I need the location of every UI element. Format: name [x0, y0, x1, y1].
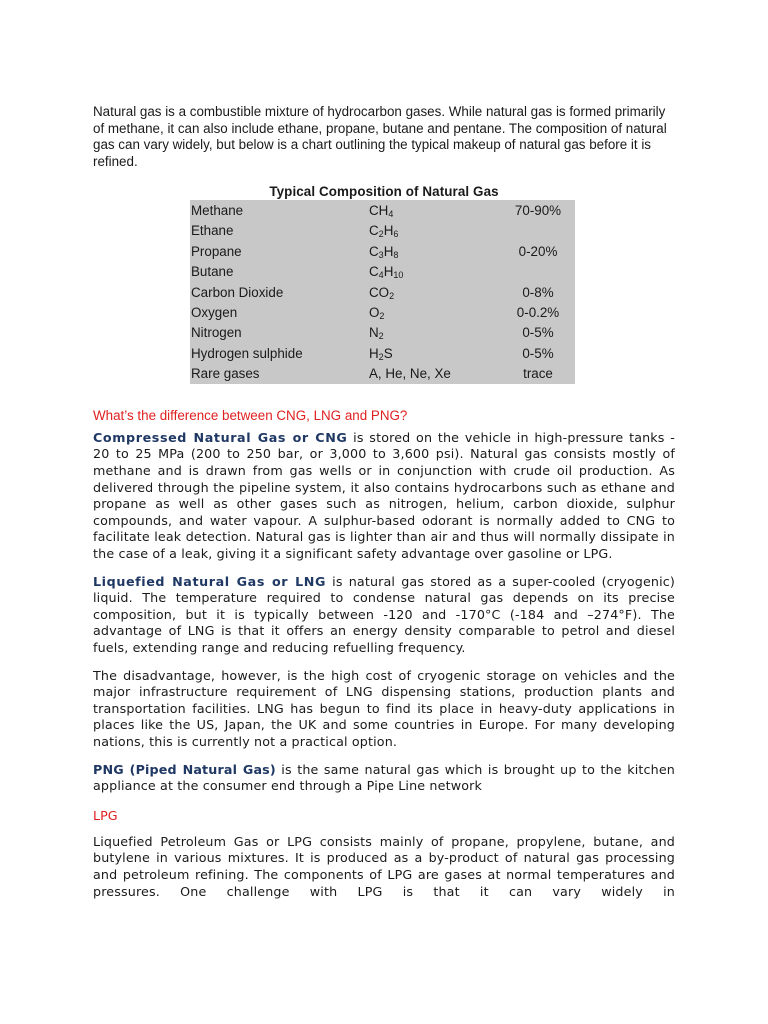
formula-symbol: H [383, 243, 394, 259]
formula-subscript: 2 [378, 351, 384, 362]
formula-subscript: 10 [393, 270, 404, 281]
png-paragraph [93, 762, 675, 795]
gas-name: Hydrogen sulphide [191, 345, 303, 361]
gas-percentage: 0-5% [522, 345, 554, 361]
formula-subscript: 4 [388, 209, 394, 220]
formula-symbol: C [369, 243, 379, 259]
gas-percentage [501, 262, 575, 282]
gas-name: Butane [191, 264, 234, 280]
gas-percentage [501, 221, 575, 241]
lpg-paragraph: Liquefied Petroleum Gas or LPG consists mainly of propane, propylene, butane, and butylene in various mixtures. It is produced as a by-product of natural gas processing and petroleum refining. The components of LPG are gases at normal temperatures and pressures. One challenge with LPG is that it can vary widely in [93, 833, 675, 899]
gas-name: Oxygen [191, 305, 238, 321]
table-row [190, 221, 575, 241]
png-term: PNG (Piped Natural Gas) [93, 761, 276, 777]
cng-paragraph [93, 430, 675, 563]
gas-name: Methane [191, 203, 244, 219]
gas-formula [369, 323, 501, 343]
formula-symbol: O [369, 305, 380, 321]
formula-symbol: C [369, 264, 379, 280]
document-page [93, 104, 675, 911]
formula-subscript: 2 [378, 331, 384, 342]
gas-percentage: 0-5% [522, 325, 554, 341]
gas-formula [369, 241, 501, 261]
cng-term: Compressed Natural Gas or CNG [93, 429, 348, 445]
formula-subscript: 8 [393, 249, 399, 260]
lng-text: is natural gas stored as a super-cooled (cryogenic) liquid. The temperature required to condense natural gas depends on its precise composition, but it is typically between -120 and -170°C (-184 and –274°F). The advantage of LNG is that it offers an energy density comparable to petrol and diesel fuels, extending range and reducing refuelling frequency. [93, 573, 675, 656]
gas-name: Carbon Dioxide [191, 284, 284, 300]
table-row [190, 302, 575, 322]
formula-subscript: 2 [389, 290, 395, 301]
gas-percentage: 70-90% [514, 203, 562, 219]
lng-disadvantage-paragraph: The disadvantage, however, is the high cost of cryogenic storage on vehicles and the major infrastructure requirement of LNG dispensing stations, production plants and transportation facilities. LNG has begun to find its place in heavy-duty applications in places like the US, Japan, the UK and some countries in Europe. For many developing nations, this is currently not a practical option. [93, 667, 675, 749]
gas-formula [369, 262, 501, 282]
formula-symbol: H [383, 223, 394, 239]
gas-formula [369, 282, 501, 302]
formula-symbol: CH [369, 203, 389, 219]
lng-term: Liquefied Natural Gas or LNG [93, 573, 327, 589]
intro-paragraph: Natural gas is a combustible mixture of hydrocarbon gases. While natural gas is formed primarily of methane, it can also include ethane, propane, butane and pentane. The composition of natural gas can vary widely, but below is a chart outlining the typical makeup of natural gas before it is refined. [93, 104, 667, 169]
formula-symbol: N [369, 325, 379, 341]
gas-formula [369, 200, 501, 220]
gas-formula [369, 302, 501, 322]
lpg-heading: LPG [93, 807, 118, 823]
table-row [190, 241, 575, 261]
formula-symbol: CO [369, 284, 390, 300]
lng-paragraph [93, 574, 675, 657]
composition-table [190, 200, 575, 384]
question-heading: What’s the difference between CNG, LNG and PNG? [93, 407, 408, 423]
gas-name: Ethane [191, 223, 234, 239]
formula-subscript: 2 [379, 311, 385, 322]
gas-formula [369, 221, 501, 241]
gas-percentage: trace [523, 366, 553, 382]
gas-name: Propane [191, 243, 242, 259]
gas-percentage: 0-20% [518, 243, 558, 259]
formula-symbol: S [383, 345, 393, 361]
table-title: Typical Composition of Natural Gas [269, 184, 499, 200]
formula-subscript: 3 [378, 249, 384, 260]
gas-formula [369, 343, 501, 363]
cng-text: is stored on the vehicle in high-pressure tanks - 20 to 25 MPa (200 to 250 bar, or 3,000 to 3,600 psi). Natural gas consists mostly of methane and is drawn from gas wells or in conjunction with crude oil production. As delivered through the pipeline system, it also contains hydrocarbons such as ethane and propane as well as other gases such as nitrogen, helium, carbon dioxide, sulphur compounds, and water vapour. A sulphur-based odorant is normally added to CNG to facilitate leak detection. Natural gas is lighter than air and thus will normally dissipate in the case of a leak, giving it a significant safety advantage over gasoline or LPG. [93, 429, 676, 562]
gas-percentage: 0-8% [522, 284, 554, 300]
table-row [190, 282, 575, 302]
gas-formula [369, 364, 501, 384]
formula-symbol: H [369, 345, 379, 361]
gas-name: Nitrogen [191, 325, 242, 341]
png-text: is the same natural gas which is brought up to the kitchen appliance at the consumer end through a Pipe Line network [93, 761, 675, 794]
formula-symbol: H [383, 264, 394, 280]
table-row [190, 323, 575, 343]
gas-percentage: 0-0.2% [516, 305, 560, 321]
formula-symbol: C [369, 223, 379, 239]
formula-subscript: 2 [378, 229, 384, 240]
table-row [190, 262, 575, 282]
gas-name: Rare gases [191, 366, 260, 382]
table-row [190, 343, 575, 363]
formula-symbol: A, He, Ne, Xe [369, 366, 451, 382]
formula-subscript: 6 [393, 229, 399, 240]
table-row [190, 200, 575, 220]
table-row [190, 364, 575, 384]
formula-subscript: 4 [378, 270, 384, 281]
